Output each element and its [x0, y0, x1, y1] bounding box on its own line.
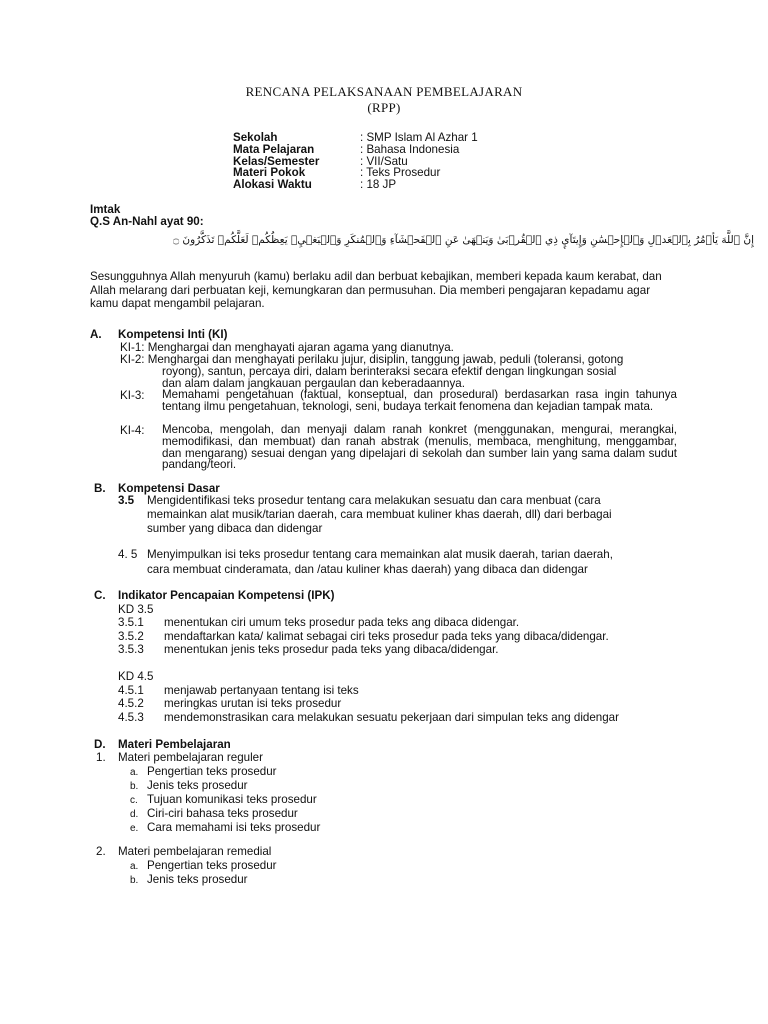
section-c-letter: C. — [94, 589, 106, 602]
indicator-number: 3.5.1 — [118, 616, 144, 629]
identity-label: Kelas/Semester — [233, 155, 320, 168]
kd-3-5-line: memainkan alat musik/tarian daerah, cara membuat kuliner khas daerah, dll) dari berbagai — [147, 508, 612, 521]
identity-value: : 18 JP — [360, 178, 397, 191]
indicator-number: 4.5.3 — [118, 711, 144, 724]
indicator-number: 4.5.1 — [118, 684, 144, 697]
indicator-number: 3.5.3 — [118, 643, 144, 656]
kd-3-5-number: 3.5 — [118, 494, 135, 507]
section-d-letter: D. — [94, 738, 106, 751]
kd-4-5-line: cara membuat cinderamata, dan /atau kuliner khas daerah) yang dibaca dan didengar — [147, 563, 588, 576]
identity-label: Materi Pokok — [233, 166, 306, 179]
ki-4-label: KI-4: — [120, 424, 145, 437]
list-item: Tujuan komunikasi teks prosedur — [147, 793, 317, 806]
identity-label: Mata Pelajaran — [233, 143, 315, 156]
list-item-letter: a. — [130, 861, 139, 872]
indicator-number: 4.5.2 — [118, 697, 144, 710]
ki-4-text: Mencoba, mengolah, dan menyaji dalam ranah konkret (menggunakan, mengurai, merangkai, memodifikasi, dan membuat) dan ranah abstrak (menulis, membaca, menghitung, menggambar, dan mengarang) sesuai dengan yang dipelajari di sekolah dan sumber lain yang sama dalam sudut pandang/teori. — [162, 423, 677, 472]
indicator-text: menentukan ciri umum teks prosedur pada teks ang dibaca didengar. — [164, 616, 520, 629]
section-b-title: Kompetensi Dasar — [118, 482, 220, 495]
materi-group-title: Materi pembelajaran reguler — [118, 751, 263, 764]
ki-2-line: royong), santun, percaya diri, dalam berinteraksi secara efektif dengan lingkungan sosial — [162, 365, 617, 378]
indicator-text: mendaftarkan kata/ kalimat sebagai ciri teks prosedur pada teks yang dibaca/didengar. — [164, 630, 609, 643]
section-a-letter: A. — [90, 328, 102, 341]
materi-group-number: 1. — [96, 751, 106, 764]
indicator-text: menentukan jenis teks prosedur pada teks yang dibaca/didengar. — [164, 643, 499, 656]
identity-label: Sekolah — [233, 131, 278, 144]
identity-value: : Bahasa Indonesia — [360, 143, 460, 156]
identity-value: : SMP Islam Al Azhar 1 — [360, 131, 478, 144]
verse-reference: Q.S An-Nahl ayat 90: — [90, 215, 204, 228]
list-item: Pengertian teks prosedur — [147, 859, 277, 872]
section-c-title: Indikator Pencapaian Kompetensi (IPK) — [118, 589, 335, 602]
kd-3-5-label: KD 3.5 — [118, 603, 154, 616]
indicator-number: 3.5.2 — [118, 630, 144, 643]
list-item: Cara memahami isi teks prosedur — [147, 821, 321, 834]
materi-group-number: 2. — [96, 845, 106, 858]
ki-2-line: dan alam dalam jangkauan pergaulan dan keberadaannya. — [162, 377, 465, 390]
document-title: RENCANA PELAKSANAAN PEMBELAJARAN — [245, 84, 523, 99]
kd-4-5-line: Menyimpulkan isi teks prosedur tentang cara memainkan alat musik daerah, tarian daerah, — [147, 548, 613, 561]
materi-group-title: Materi pembelajaran remedial — [118, 845, 272, 858]
ki-3-label: KI-3: — [120, 389, 145, 402]
section-a-title: Kompetensi Inti (KI) — [118, 328, 228, 341]
identity-value: : Teks Prosedur — [360, 166, 441, 179]
list-item-letter: b. — [130, 781, 139, 792]
ki-1: KI-1: Menghargai dan menghayati ajaran agama yang dianutnya. — [120, 341, 454, 354]
list-item-letter: b. — [130, 875, 139, 886]
identity-value: : VII/Satu — [360, 155, 408, 168]
kd-3-5-line: Mengidentifikasi teks prosedur tentang cara melakukan sesuatu dan cara menbuat (cara — [147, 494, 601, 507]
indicator-text: menjawab pertanyaan tentang isi teks — [164, 684, 359, 697]
list-item: Ciri-ciri bahasa teks prosedur — [147, 807, 298, 820]
kd-4-5-label: KD 4.5 — [118, 670, 154, 683]
list-item: Jenis teks prosedur — [147, 873, 248, 886]
kd-3-5-line: sumber yang dibaca dan didengar — [147, 522, 323, 535]
list-item-letter: d. — [130, 809, 139, 820]
verse-translation: Sesungguhnya Allah menyuruh (kamu) berlaku adil dan berbuat kebajikan, memberi kepada kaum kerabat, dan Allah melarang dari perbuatan keji, kemungkaran dan permusuhan. Dia memberi pengajaran kepadamu agar kamu dapat mengambil pelajaran. — [90, 270, 662, 311]
list-item: Jenis teks prosedur — [147, 779, 248, 792]
indicator-text: mendemonstrasikan cara melakukan sesuatu pekerjaan dari simpulan teks ang didengar — [164, 711, 619, 724]
arabic-verse: إِنَّ ٱللَّهَ يَأۡمُرُ بِٱلۡعَدۡلِ وَٱلۡإِحۡسَٰنِ وَإِيتَآيِٕ ذِي ٱلۡقُرۡبَىٰ وَيَنۡهَىٰ عَنِ ٱلۡفَحۡشَآءِ وَٱلۡمُنكَرِ وَٱلۡبَغۡيِۚ يَعِظُكُمۡ لَعَلَّكُمۡ تَذَكَّرُونَ ۝ — [172, 234, 754, 246]
list-item-letter: e. — [130, 823, 139, 834]
document-subtitle: (RPP) — [367, 100, 401, 115]
ki-2-line: KI-2: Menghargai dan menghayati perilaku jujur, disiplin, tanggung jawab, peduli (toleransi, gotong — [120, 353, 624, 366]
section-d-title: Materi Pembelajaran — [118, 738, 231, 751]
ki-3-text: Memahami pengetahuan (faktual, konseptual, dan prosedural) berdasarkan rasa ingin tahunya tentang ilmu pengetahuan, teknologi, seni, budaya terkait fenomena dan kejadian tampak mata. — [162, 388, 677, 413]
section-b-letter: B. — [94, 482, 106, 495]
indicator-text: meringkas urutan isi teks prosedur — [164, 697, 342, 710]
list-item-letter: c. — [130, 795, 138, 806]
list-item: Pengertian teks prosedur — [147, 765, 277, 778]
list-item-letter: a. — [130, 767, 139, 778]
imtak-heading: Imtak — [90, 203, 121, 216]
kd-4-5-number: 4. 5 — [118, 548, 138, 561]
identity-label: Alokasi Waktu — [233, 178, 312, 191]
